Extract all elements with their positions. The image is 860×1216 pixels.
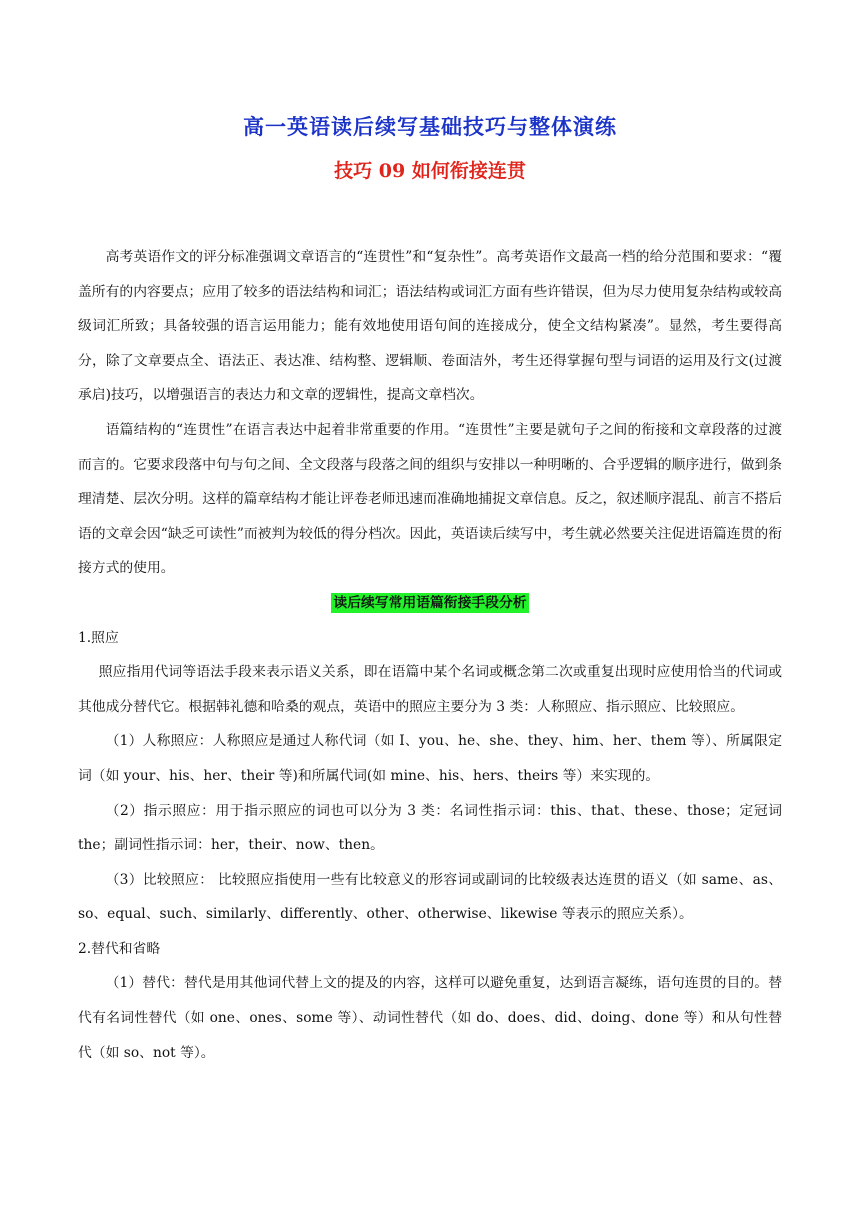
section-2-item-1: （1）替代：替代是用其他词代替上文的提及的内容，这样可以避免重复，达到语言凝练，语句连贯的目的。替代有名词性替代（如 one、ones、some 等）、动词性替代（如 do、does、did、doing、done 等）和从句性替代（如 so、not 等）。 [78,975,782,1061]
section-heading-row [78,586,782,621]
section-1-heading: 1.照应 [78,629,119,646]
intro-paragraph-1: 高考英语作文的评分标准强调文章语言的“连贯性”和“复杂性”。高考英语作文最高一档的给分范围和要求：“覆盖所有的内容要点；应用了较多的语法结构和词汇；语法结构或词汇方面有些许错误，但为尽力使用复杂结构或较高级词汇所致；具备较强的语言运用能力；能有效地使用语句间的连接成分，使全文结构紧凑”。显然，考生要得高分，除了文章要点全、语法正、表达准、结构整、逻辑顺、卷面洁外，考生还得掌握句型与词语的运用及行文(过渡承启)技巧，以增强语言的表达力和文章的逻辑性，提高文章档次。 [78,249,782,404]
document-body [78,240,782,1070]
section-1-item-2: （2）指示照应：用于指示照应的词也可以分为 3 类：名词性指示词：this、that、these、those；定冠词 the；副词性指示词：her，their、now、then。 [78,802,782,854]
section-1-item-3: （3）比较照应： 比较照应指使用一些有比较意义的形容词或副词的比较级表达连贯的语义（如 same、as、so、equal、such、similarly、differently、other、otherwise、likewise 等表示的照应关系）。 [78,871,782,923]
section-2-heading: 2.替代和省略 [78,940,161,957]
document-title: 高一英语读后续写基础技巧与整体演练 [243,114,617,139]
section-heading: 读后续写常用语篇衔接手段分析 [333,594,527,611]
section-1-item-1: （1）人称照应：人称照应是通过人称代词（如 I、you、he、she、they、him、her、them 等）、所属限定词（如 your、his、her、their 等)和所属代词(如 mine、his、hers、theirs 等）来实现的。 [78,733,782,784]
section-1-description: 照应指用代词等语法手段来表示语义关系，即在语篇中某个名词或概念第二次或重复出现时应使用恰当的代词或其他成分替代它。根据韩礼德和哈桑的观点，英语中的照应主要分为 3 类：人称照应、指示照应、比较照应。 [78,664,782,715]
document-subtitle: 技巧 09 如何衔接连贯 [334,160,526,182]
intro-paragraph-2: 语篇结构的“连贯性”在语言表达中起着非常重要的作用。“连贯性”主要是就句子之间的衔接和文章段落的过渡而言的。它要求段落中句与句之间、全文段落与段落之间的组织与安排以一种明晰的、合乎逻辑的顺序进行，做到条理清楚、层次分明。这样的篇章结构才能让评卷老师迅速而准确地捕捉文章信息。反之，叙述顺序混乱、前言不搭后语的文章会因“缺乏可读性”而被判为较低的得分档次。因此，英语读后续写中，考生就必然要关注促进语篇连贯的衔接方式的使用。 [78,421,782,577]
